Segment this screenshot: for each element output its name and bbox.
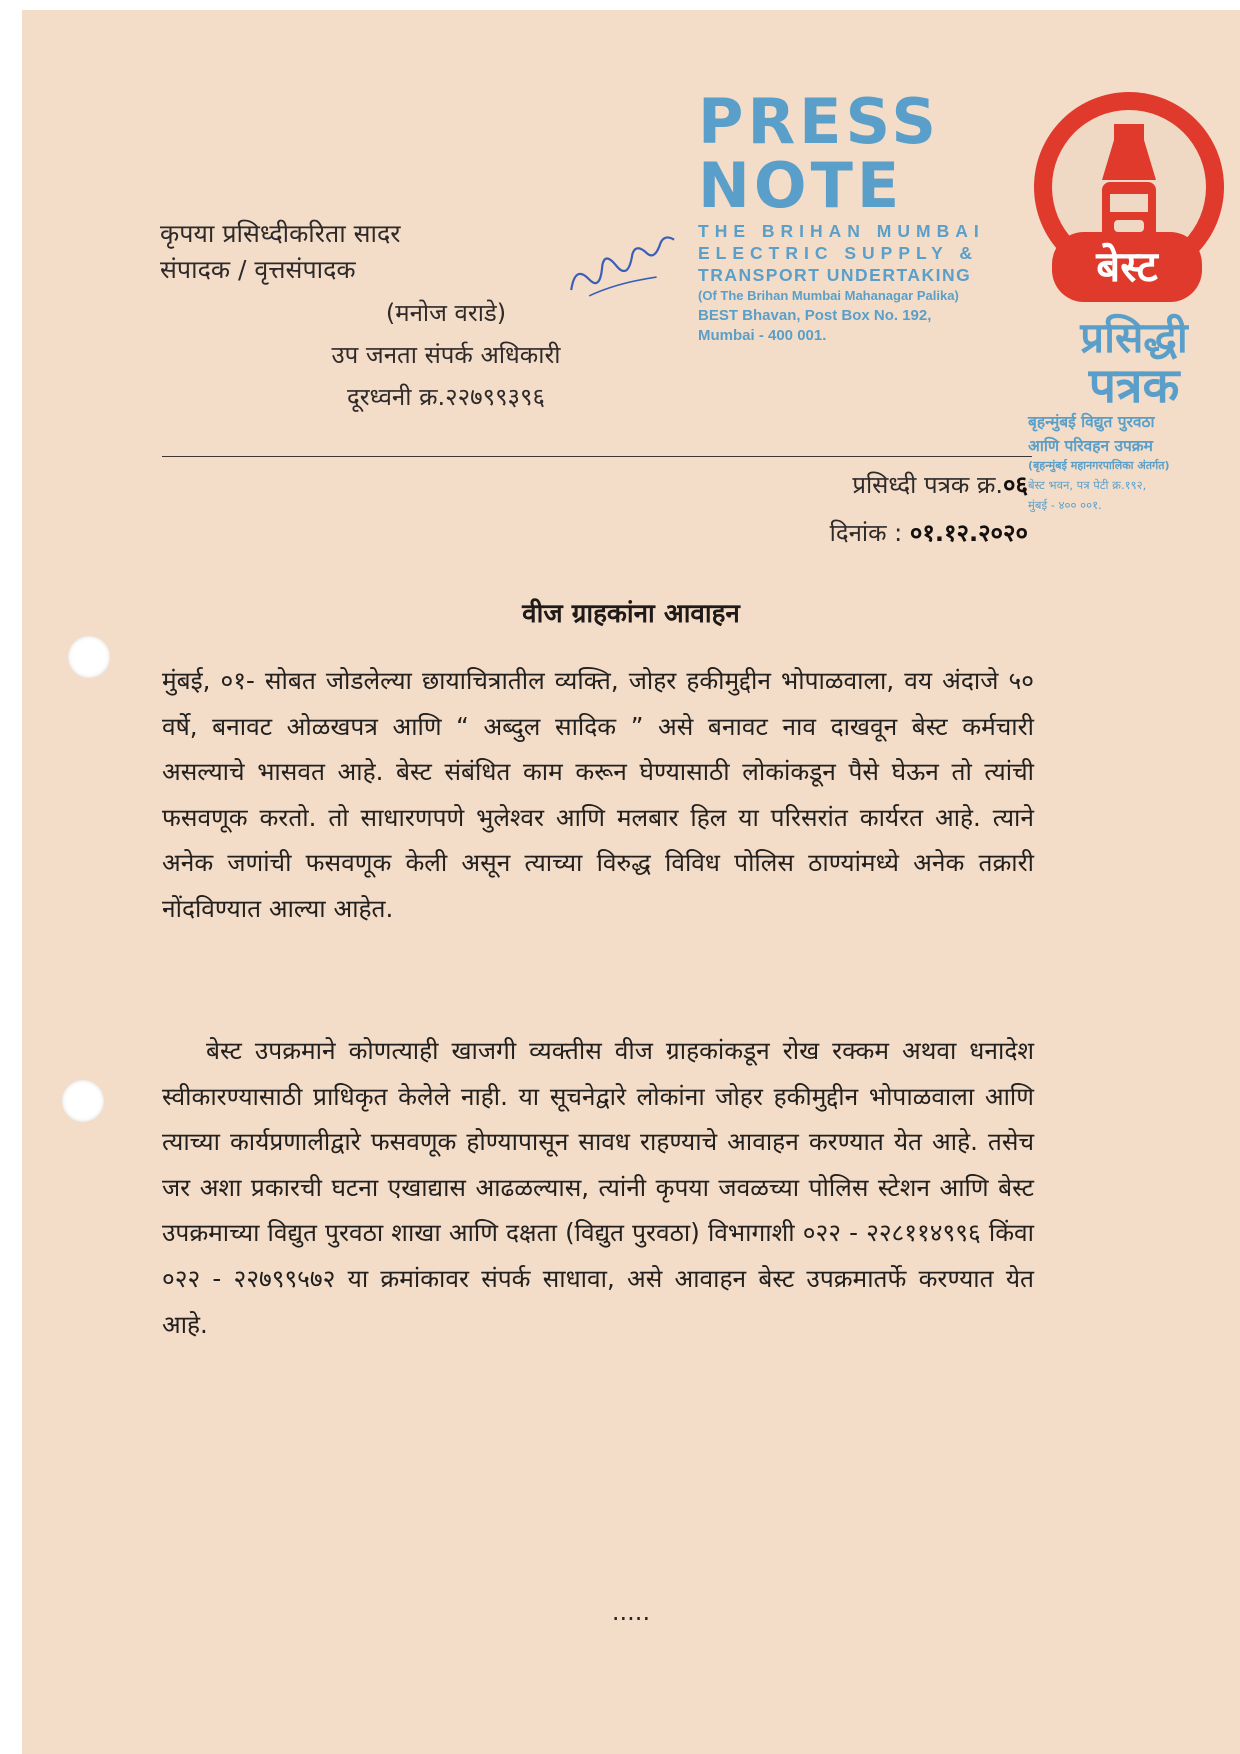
- addressee-line-1: कृपया प्रसिध्दीकरिता सादर: [160, 219, 401, 248]
- press-release-heading-marathi: प्रसिद्धी: [1080, 313, 1188, 362]
- officer-name: (मनोज वराडे): [385, 299, 507, 327]
- body-paragraph-1: मुंबई, ०१- सोबत जोडलेल्या छायाचित्रातील व्यक्ति, जोहर हकीमुद्दीन भोपाळवाला, वय अंदाजे ५० वर्षे, बनावट ओळखपत्र आणि “ अब्दुल सादिक ” असे बनावट नाव दाखवून बेस्ट कर्मचारी असल्याचे भासवत आहे. बेस्ट संबंधित काम करून घेण्यासाठी लोकांकडून पैसे घेऊन तो त्यांची फसवणूक करतो. तो साधारणपणे भुलेश्वर आणि मलबार हिल या परिसरांत कार्यरत आहे. त्याने अनेक जणांची फसवणूक केली असून त्याच्या विरुद्ध विविध पोलिस ठाण्यांमध्ये अनेक तक्रारी नोंदविण्यात आल्या आहेत.: [162, 666, 1034, 923]
- press-note-page: [22, 10, 1240, 1754]
- press-note-number-value: ०६: [1003, 471, 1028, 499]
- date-label: दिनांक :: [829, 519, 903, 547]
- punch-hole-top: [68, 636, 110, 678]
- press-release-subheading-marathi: पत्रक: [1088, 358, 1180, 414]
- press-note-heading: वीज ग्राहकांना आवाहन: [522, 599, 740, 629]
- org-name-line-2: ELECTRIC SUPPLY &: [698, 243, 978, 263]
- end-mark: .....: [611, 1598, 651, 1626]
- org-address-line-1: BEST Bhavan, Post Box No. 192,: [698, 307, 932, 324]
- press-note-date: [830, 516, 1028, 549]
- addressee-block: [160, 216, 401, 288]
- org-name-line-3: TRANSPORT UNDERTAKING: [698, 265, 972, 285]
- org-address-line-2: Mumbai - 400 001.: [698, 327, 827, 344]
- press-note-number: [852, 468, 1028, 501]
- addressee-line-2: संपादक / वृत्तसंपादक: [160, 255, 356, 284]
- best-logo-wordmark: बेस्ट: [1052, 232, 1202, 302]
- org-name-marathi-line-3: (बृहन्मुंबई महानगरपालिका अंतर्गत): [1028, 459, 1170, 472]
- org-name-line-1: THE BRIHAN MUMBAI: [698, 221, 985, 241]
- punch-hole-bottom: [62, 1080, 104, 1122]
- org-name-marathi-line-2: आणि परिवहन उपक्रम: [1028, 437, 1153, 455]
- body-paragraph-2: बेस्ट उपक्रमाने कोणत्याही खाजगी व्यक्तीस वीज ग्राहकांकडून रोख रक्कम अथवा धनादेश स्वीकारण्यासाठी प्राधिकृत केलेले नाही. या सूचनेद्वारे लोकांना जोहर हकीमुद्दीन भोपाळवाला आणि त्याच्या कार्यप्रणालीद्वारे फसवणूक होण्यापासून सावध राहण्याचे आवाहन करण्यात येत आहे. तसेच जर अशा प्रकारची घटना एखाद्यास आढळल्यास, त्यांनी कृपया जवळच्या पोलिस स्टेशन आणि बेस्ट उपक्रमाच्या विद्युत पुरवठा शाखा आणि दक्षता (विद्युत पुरवठा) विभागाशी ०२२ - २२८११४९९६ किंवा ०२२ - २२७९९५७२ या क्रमांकावर संपर्क साधावा, असे आवाहन बेस्ट उपक्रमातर्फे करण्यात येत आहे.: [162, 1036, 1034, 1339]
- officer-designation: उप जनता संपर्क अधिकारी: [331, 341, 561, 369]
- org-parent: (Of The Brihan Mumbai Mahanagar Palika): [698, 288, 959, 303]
- officer-phone: दूरध्वनी क्र.२२७९९३९६: [347, 383, 545, 411]
- press-note-number-label: प्रसिध्दी पत्रक क्र.: [852, 471, 1004, 499]
- org-name-marathi-line-1: बृहन्मुंबई विद्युत पुरवठा: [1028, 413, 1155, 431]
- header-divider: [162, 456, 1032, 457]
- press-note-title: PRESS NOTE: [698, 85, 941, 222]
- date-value: ०१.१२.२०२०: [909, 519, 1028, 547]
- org-address-marathi-line-1: बेस्ट भवन, पत्र पेटी क्र.१९२,: [1028, 478, 1147, 492]
- org-address-marathi-line-2: मुंबई - ४०० ००१.: [1028, 498, 1102, 512]
